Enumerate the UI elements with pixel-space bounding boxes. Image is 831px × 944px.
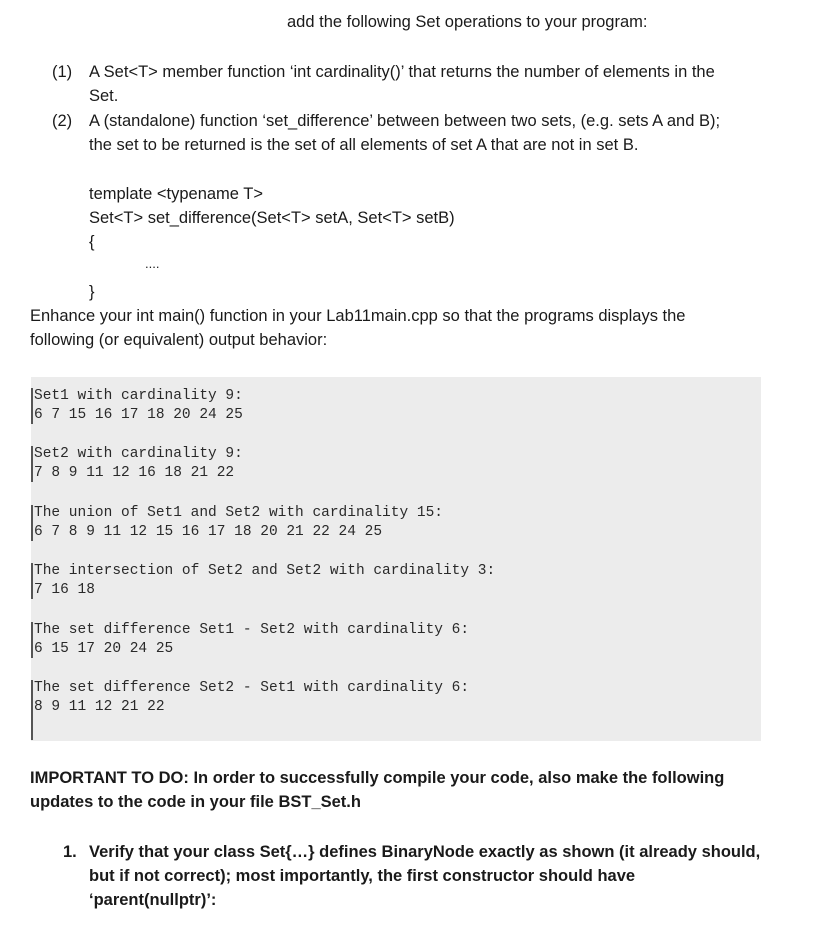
item-2-text: A (standalone) function ‘set_difference’ between between two sets, (e.g. sets A and B); [89,112,721,130]
console-caret [31,388,33,424]
item-2-number: (2) [52,112,73,130]
console-values: 6 7 8 9 11 12 15 16 17 18 20 21 22 24 25 [34,524,383,540]
important-note: IMPORTANT TO DO: In order to successfully compile your code, also make the following [30,769,725,787]
step-1-text-cont: but if not correct); most importantly, the first constructor should have [89,867,636,885]
console-caret [31,622,33,658]
step-1-number: 1. [63,843,77,861]
heading: add the following Set operations to your program: [287,13,648,31]
console-values: 6 7 15 16 17 18 20 24 25 [34,407,243,423]
console-values: 8 9 11 12 21 22 [34,699,165,715]
item-1-text-cont: Set. [89,87,119,105]
console-label: The set difference Set2 - Set1 with cardinality 6: [34,680,470,696]
code-line-5: } [89,283,95,301]
console-values: 7 16 18 [34,582,95,598]
console-values: 7 8 9 11 12 16 18 21 22 [34,465,235,481]
enhance-text: Enhance your int main() function in your Lab11main.cpp so that the programs displays the [30,307,686,325]
enhance-text-cont: following (or equivalent) output behavior: [30,331,328,349]
console-label: Set1 with cardinality 9: [34,388,243,404]
console-label: Set2 with cardinality 9: [34,446,243,462]
console-caret [31,680,33,740]
item-2-text-cont: the set to be returned is the set of all elements of set A that are not in set B. [89,136,639,154]
code-line-3: { [89,233,95,251]
code-line-2: Set<T> set_difference(Set<T> setA, Set<T> setB) [89,209,455,227]
item-1-number: (1) [52,63,73,81]
console-caret [31,563,33,599]
item-1-text: A Set<T> member function ‘int cardinality()’ that returns the number of elements in the [89,63,715,81]
console-label: The union of Set1 and Set2 with cardinality 15: [34,505,443,521]
step-1-text-cont2: ‘parent(nullptr)’: [89,891,217,909]
code-line-1: template <typename T> [89,185,263,203]
console-caret [31,505,33,541]
console-label: The intersection of Set2 and Set2 with cardinality 3: [34,563,496,579]
console-values: 6 15 17 20 24 25 [34,641,174,657]
step-1-text: Verify that your class Set{…} defines BinaryNode exactly as shown (it already should, [89,843,761,861]
code-line-4: .... [145,256,160,271]
console-label: The set difference Set1 - Set2 with cardinality 6: [34,622,470,638]
console-caret [31,446,33,482]
important-note-cont: updates to the code in your file BST_Set.h [30,793,361,811]
console-output [31,377,761,741]
